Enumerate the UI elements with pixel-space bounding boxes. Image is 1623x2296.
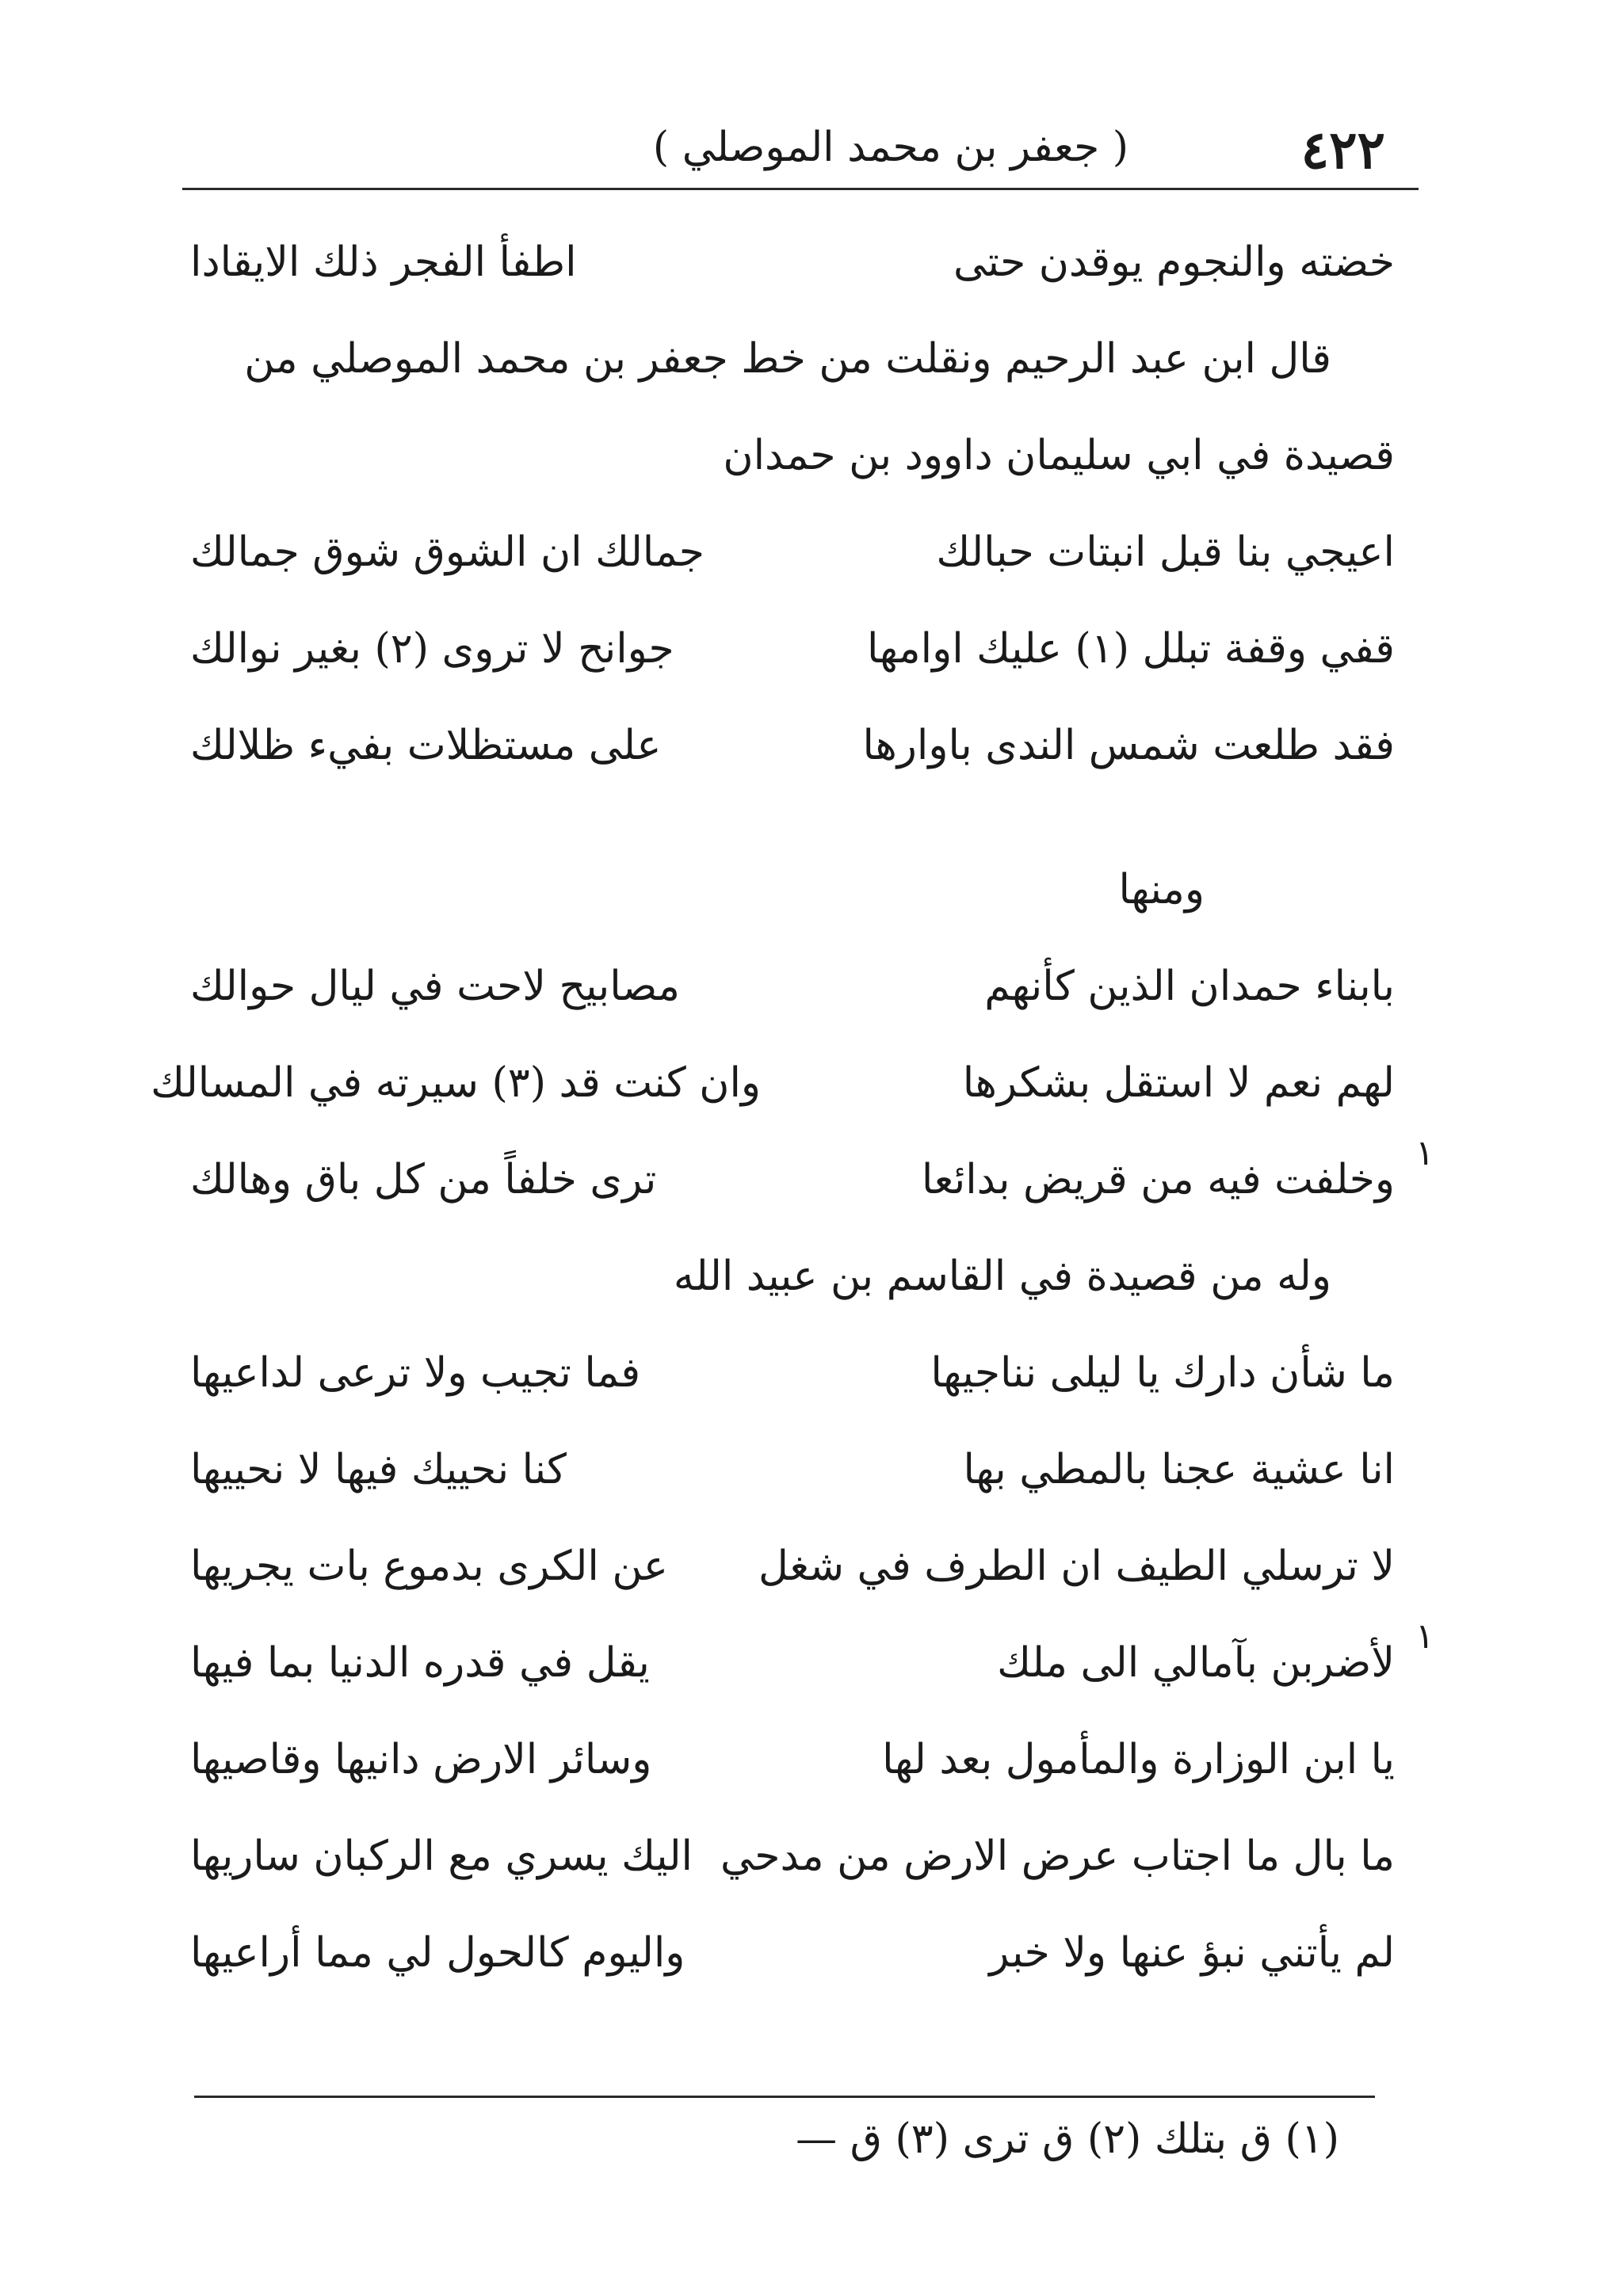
hemistich-second: عن الكرى بدموع بات يجريها xyxy=(190,1543,668,1590)
hemistich-first: لا ترسلي الطيف ان الطرف في شغل xyxy=(758,1543,1395,1590)
verse-line xyxy=(190,1518,1395,1615)
page-body xyxy=(151,214,1395,2001)
hemistich-second: واليوم كالحول لي مما أراعيها xyxy=(190,1929,685,1977)
verse-line xyxy=(190,1711,1395,1808)
hemistich-second: على مستظلات بفيء ظلالك xyxy=(190,722,662,769)
verse-line xyxy=(190,1905,1395,2001)
hemistich-first: اعيجي بنا قبل انبتات حبالك xyxy=(936,528,1395,576)
hemistich-second: مصابيح لاحت في ليال حوالك xyxy=(190,963,680,1010)
hemistich-second: فما تجيب ولا ترعى لداعيها xyxy=(190,1349,641,1397)
margin-mark: ١ xyxy=(1415,1133,1434,1173)
margin-mark: ١ xyxy=(1415,1616,1434,1657)
hemistich-first: لهم نعم لا استقل بشكرها xyxy=(962,1059,1395,1107)
hemistich-second: يقل في قدره الدنيا بما فيها xyxy=(190,1639,650,1687)
prose-line: قصيدة في ابي سليمان داوود بن حمدان xyxy=(723,432,1395,479)
hemistich-first: ما شأن دارك يا ليلى نناجيها xyxy=(930,1349,1395,1397)
verse-line xyxy=(190,1131,1395,1228)
verse-line xyxy=(190,1615,1395,1711)
hemistich-first: فقد طلعت شمس الندى باوارها xyxy=(862,722,1395,769)
running-title: ( جعفر بن محمد الموصلي ) xyxy=(652,124,1129,171)
hemistich-first: ما بال ما اجتاب عرض الارض من مدحي xyxy=(720,1833,1395,1880)
hemistich-second: وان كنت قد (٣) سيرته في المسالك xyxy=(151,1059,761,1107)
verse-line xyxy=(190,938,1395,1035)
hemistich-first: قفي وقفة تبلل (١) عليك اوامها xyxy=(866,625,1395,673)
section-label: ومنها xyxy=(1118,866,1205,913)
verse-line xyxy=(190,214,1395,311)
hemistich-first: بابناء حمدان الذين كأنهم xyxy=(984,963,1395,1010)
hemistich-second: كنا نحييك فيها لا نحييها xyxy=(190,1446,567,1493)
prose-line: وله من قصيدة في القاسم بن عبيد الله xyxy=(673,1253,1331,1300)
hemistich-second: جمالك ان الشوق شوق جمالك xyxy=(190,528,705,576)
footnotes: (١) ق بتلك (٢) ق ترى (٣) ق — xyxy=(796,2115,1339,2163)
page-number: ٤٢٢ xyxy=(1300,119,1385,181)
verse-line xyxy=(151,1035,1395,1131)
page-header xyxy=(190,111,1385,198)
hemistich-first: وخلفت فيه من قريض بدائعا xyxy=(921,1156,1395,1203)
header-rule xyxy=(182,188,1419,190)
hemistich-second: اليك يسري مع الركبان ساريها xyxy=(190,1833,693,1880)
hemistich-second: وسائر الارض دانيها وقاصيها xyxy=(190,1736,652,1783)
hemistich-first: لم يأتني نبؤ عنها ولا خبر xyxy=(989,1929,1395,1977)
verse-line xyxy=(190,1325,1395,1421)
hemistich-second: جوانح لا تروى (٢) بغير نوالك xyxy=(190,625,674,673)
verse-line xyxy=(190,1421,1395,1518)
prose-line: قال ابن عبد الرحيم ونقلت من خط جعفر بن محمد الموصلي من xyxy=(244,335,1331,383)
section-gap xyxy=(190,794,1395,841)
verse-line xyxy=(190,504,1395,601)
hemistich-first: انا عشية عجنا بالمطي بها xyxy=(963,1446,1395,1493)
hemistich-second: ترى خلفاً من كل باق وهالك xyxy=(190,1156,657,1203)
hemistich-first: لأضربن بآمالي الى ملك xyxy=(997,1639,1395,1687)
footnote-rule xyxy=(194,2096,1375,2098)
verse-line xyxy=(190,1808,1395,1905)
hemistich-first: يا ابن الوزارة والمأمول بعد لها xyxy=(882,1736,1395,1783)
hemistich-second: اطفأ الفجر ذلك الايقادا xyxy=(190,238,577,286)
hemistich-first: خضته والنجوم يوقدن حتى xyxy=(953,238,1395,286)
verse-line xyxy=(190,601,1395,697)
verse-line xyxy=(190,697,1395,794)
